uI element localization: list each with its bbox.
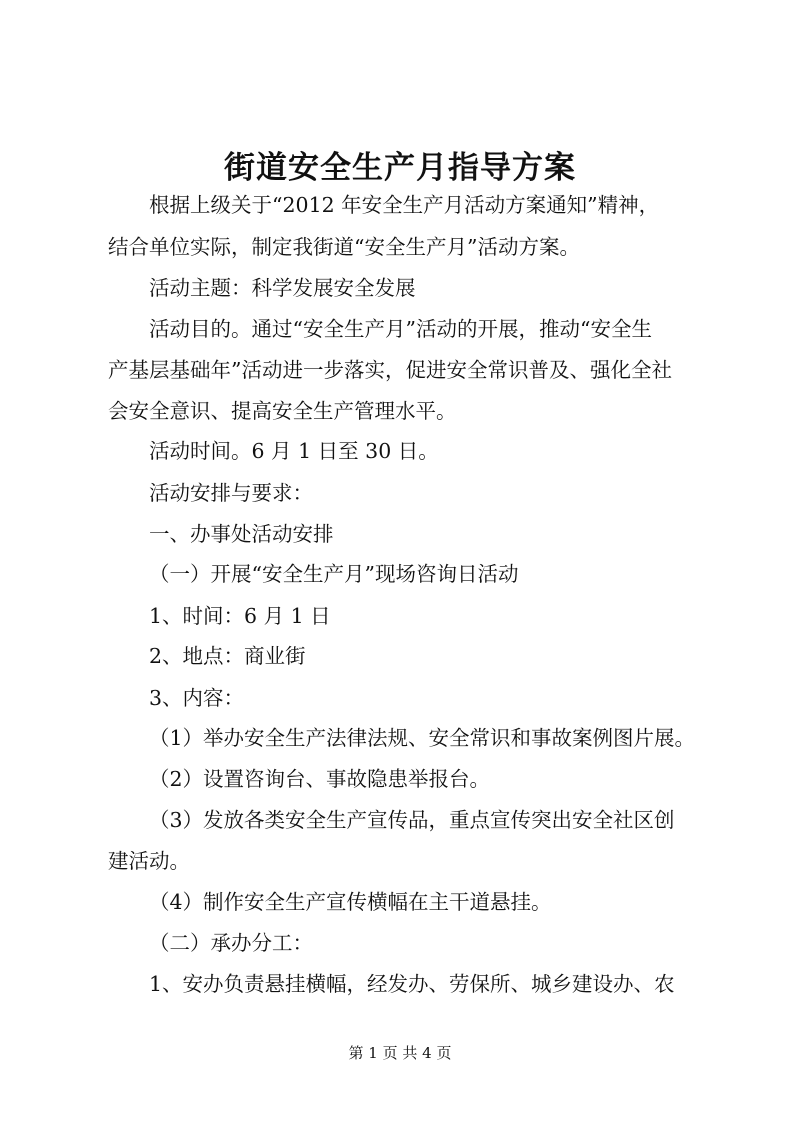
subsection-heading: （一）开展“安全生产月”现场咨询日活动 — [149, 562, 519, 586]
page-footer: 第 1 页 共 4 页 — [348, 1044, 452, 1062]
section-heading: 一、办事处活动安排 — [149, 522, 334, 546]
subsection-heading: （二）承办分工： — [149, 931, 313, 955]
paragraph-line: 会安全意识、提高安全生产管理水平。 — [108, 399, 457, 423]
list-item-continuation: 建活动。 — [108, 849, 190, 873]
list-item: （1）举办安全生产法律法规、安全常识和事故案例图片展。 — [149, 726, 696, 750]
list-item: （2）设置咨询台、事故隐患举报台。 — [149, 767, 491, 791]
paragraph-line: 根据上级关于“2012 年安全生产月活动方案通知”精神， — [149, 193, 660, 217]
list-item: 3、内容： — [149, 686, 245, 710]
paragraph-line: 活动时间。6 月 1 日至 30 日。 — [149, 439, 439, 463]
list-item: （4）制作安全生产宣传横幅在主干道悬挂。 — [149, 890, 552, 914]
paragraph-line: 活动目的。通过“安全生产月”活动的开展，推动“安全生 — [149, 317, 652, 341]
paragraph-line: 活动主题：科学发展安全发展 — [149, 276, 416, 300]
paragraph-line: 活动安排与要求： — [149, 481, 313, 505]
list-item: （3）发放各类安全生产宣传品，重点宣传突出安全社区创 — [149, 808, 675, 832]
list-item: 1、时间：6 月 1 日 — [149, 604, 331, 628]
list-item: 2、地点：商业街 — [149, 644, 306, 668]
paragraph-line: 产基层基础年”活动进一步落实，促进安全常识普及、强化全社 — [108, 358, 672, 382]
document-title: 街道安全生产月指导方案 — [224, 150, 576, 186]
list-item: 1、安办负责悬挂横幅，经发办、劳保所、城乡建设办、农 — [149, 972, 675, 996]
paragraph-line: 结合单位实际，制定我街道“安全生产月”活动方案。 — [108, 235, 580, 259]
